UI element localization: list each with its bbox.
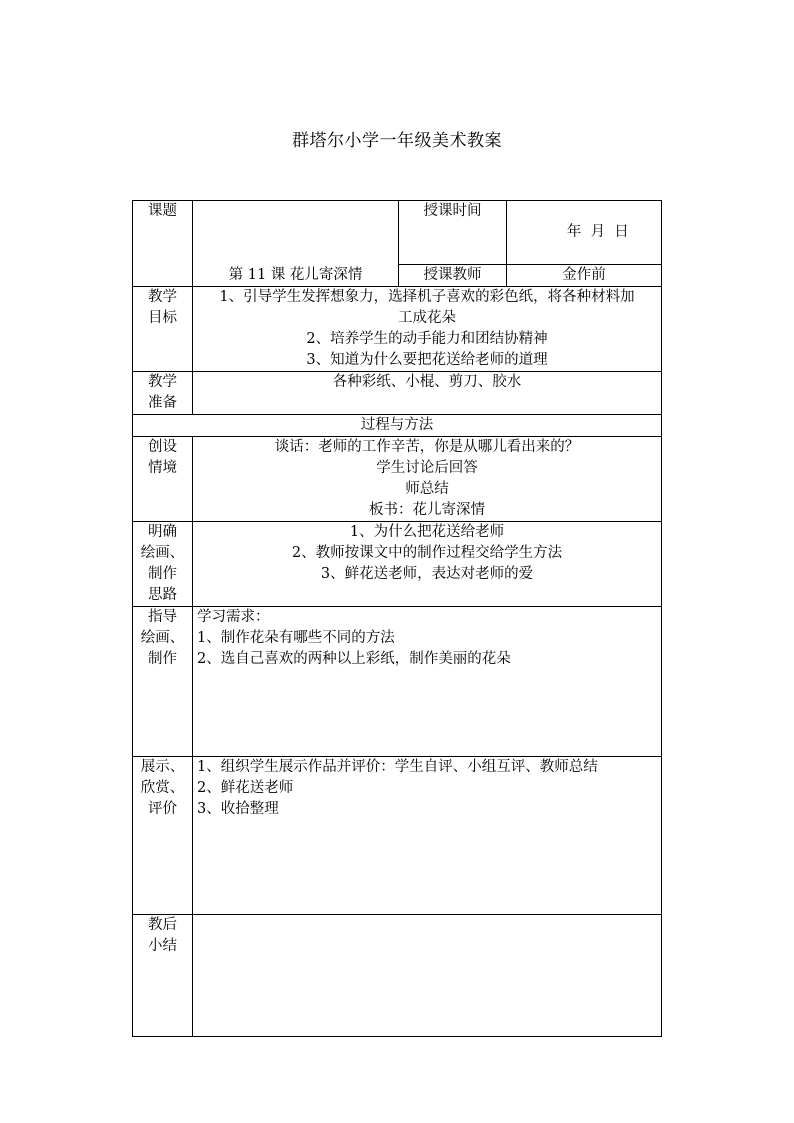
ideas-label-cell bbox=[133, 522, 193, 607]
lesson-plan-table bbox=[132, 200, 662, 1037]
goals-row bbox=[133, 287, 662, 372]
situation-label-line: 情境 bbox=[148, 460, 177, 476]
situation-line: 师总结 bbox=[405, 481, 449, 497]
guide-content-cell bbox=[193, 607, 662, 757]
idea-line: 2、教师按课文中的制作过程交给学生方法 bbox=[291, 545, 563, 561]
situation-label-cell bbox=[133, 437, 193, 522]
time-label-cell bbox=[399, 201, 507, 265]
situation-label-line: 创设 bbox=[148, 439, 177, 455]
goals-label-cell bbox=[133, 287, 193, 372]
summary-content-cell bbox=[193, 915, 662, 1037]
topic-label-cell bbox=[133, 201, 193, 287]
prep-text: 各种彩纸、小棍、剪刀、胶水 bbox=[332, 374, 522, 390]
situation-row bbox=[133, 437, 662, 522]
document-title: 群塔尔小学一年级美术教案 bbox=[292, 131, 502, 151]
idea-line: 3、鲜花送老师，表达对老师的爱 bbox=[320, 566, 534, 582]
ideas-label-line: 明确 bbox=[148, 524, 177, 540]
situation-line: 谈话：老师的工作辛苦，你是从哪儿看出来的？ bbox=[274, 439, 580, 455]
teacher-value: 金作前 bbox=[562, 267, 606, 283]
show-line: 2、鲜花送老师 bbox=[197, 780, 294, 796]
topic-value: 第 11 课 花儿寄深情 bbox=[228, 267, 363, 283]
show-label-line: 展示、 bbox=[140, 759, 185, 775]
show-line: 3、收拾整理 bbox=[197, 801, 279, 817]
guide-label-cell bbox=[133, 607, 193, 757]
guide-line: 2、选自己喜欢的两种以上彩纸，制作美丽的花朵 bbox=[197, 651, 511, 667]
goals-content-cell bbox=[193, 287, 662, 372]
guide-line: 1、制作花朵有哪些不同的方法 bbox=[197, 630, 395, 646]
time-label: 授课时间 bbox=[423, 203, 482, 219]
teacher-label: 授课教师 bbox=[423, 267, 482, 283]
process-heading: 过程与方法 bbox=[360, 417, 434, 433]
ideas-label-line: 绘画、 bbox=[140, 545, 185, 561]
goal-line: 2、培养学生的动手能力和团结协精神 bbox=[306, 331, 548, 347]
idea-line: 1、为什么把花送给老师 bbox=[349, 524, 505, 540]
ideas-label-line: 思路 bbox=[148, 587, 177, 603]
topic-label: 课题 bbox=[148, 203, 177, 219]
summary-label-line: 小结 bbox=[148, 938, 177, 954]
guide-row bbox=[133, 607, 662, 757]
show-label-line: 评价 bbox=[148, 801, 177, 817]
goal-line: 1、引导学生发挥想象力，选择机子喜欢的彩色纸，将各种材料加 bbox=[219, 289, 635, 305]
process-heading-row bbox=[133, 415, 662, 437]
process-heading-cell bbox=[133, 415, 662, 437]
teacher-label-cell bbox=[399, 265, 507, 287]
summary-label-line: 教后 bbox=[148, 917, 177, 933]
situation-line: 学生讨论后回答 bbox=[376, 460, 478, 476]
summary-label-cell bbox=[133, 915, 193, 1037]
prep-content-cell bbox=[193, 372, 662, 415]
situation-content-cell bbox=[193, 437, 662, 522]
prep-label-cell bbox=[133, 372, 193, 415]
guide-line: 学习需求： bbox=[197, 609, 270, 625]
guide-label-line: 指导 bbox=[148, 609, 177, 625]
time-value: 年 月 日 bbox=[566, 224, 629, 240]
ideas-row bbox=[133, 522, 662, 607]
guide-label-line: 制作 bbox=[148, 651, 177, 667]
goal-line: 工成花朵 bbox=[398, 310, 456, 326]
guide-label-line: 绘画、 bbox=[140, 630, 185, 646]
prep-row bbox=[133, 372, 662, 415]
show-label-cell bbox=[133, 757, 193, 915]
goal-line: 3、知道为什么要把花送给老师的道理 bbox=[306, 352, 548, 368]
show-row bbox=[133, 757, 662, 915]
topic-value-cell bbox=[193, 201, 399, 287]
goals-label-line: 目标 bbox=[148, 310, 177, 326]
ideas-content-cell bbox=[193, 522, 662, 607]
show-label-line: 欣赏、 bbox=[140, 780, 185, 796]
time-value-cell bbox=[507, 201, 662, 265]
prep-label-line: 教学 bbox=[148, 374, 177, 390]
header-row-1 bbox=[133, 201, 662, 265]
goals-label-line: 教学 bbox=[148, 289, 177, 305]
show-content-cell bbox=[193, 757, 662, 915]
summary-row bbox=[133, 915, 662, 1037]
situation-line: 板书：花儿寄深情 bbox=[369, 502, 485, 518]
teacher-value-cell bbox=[507, 265, 662, 287]
show-line: 1、组织学生展示作品并评价：学生自评、小组互评、教师总结 bbox=[197, 759, 598, 775]
ideas-label-line: 制作 bbox=[148, 566, 177, 582]
prep-label-line: 准备 bbox=[148, 395, 177, 411]
